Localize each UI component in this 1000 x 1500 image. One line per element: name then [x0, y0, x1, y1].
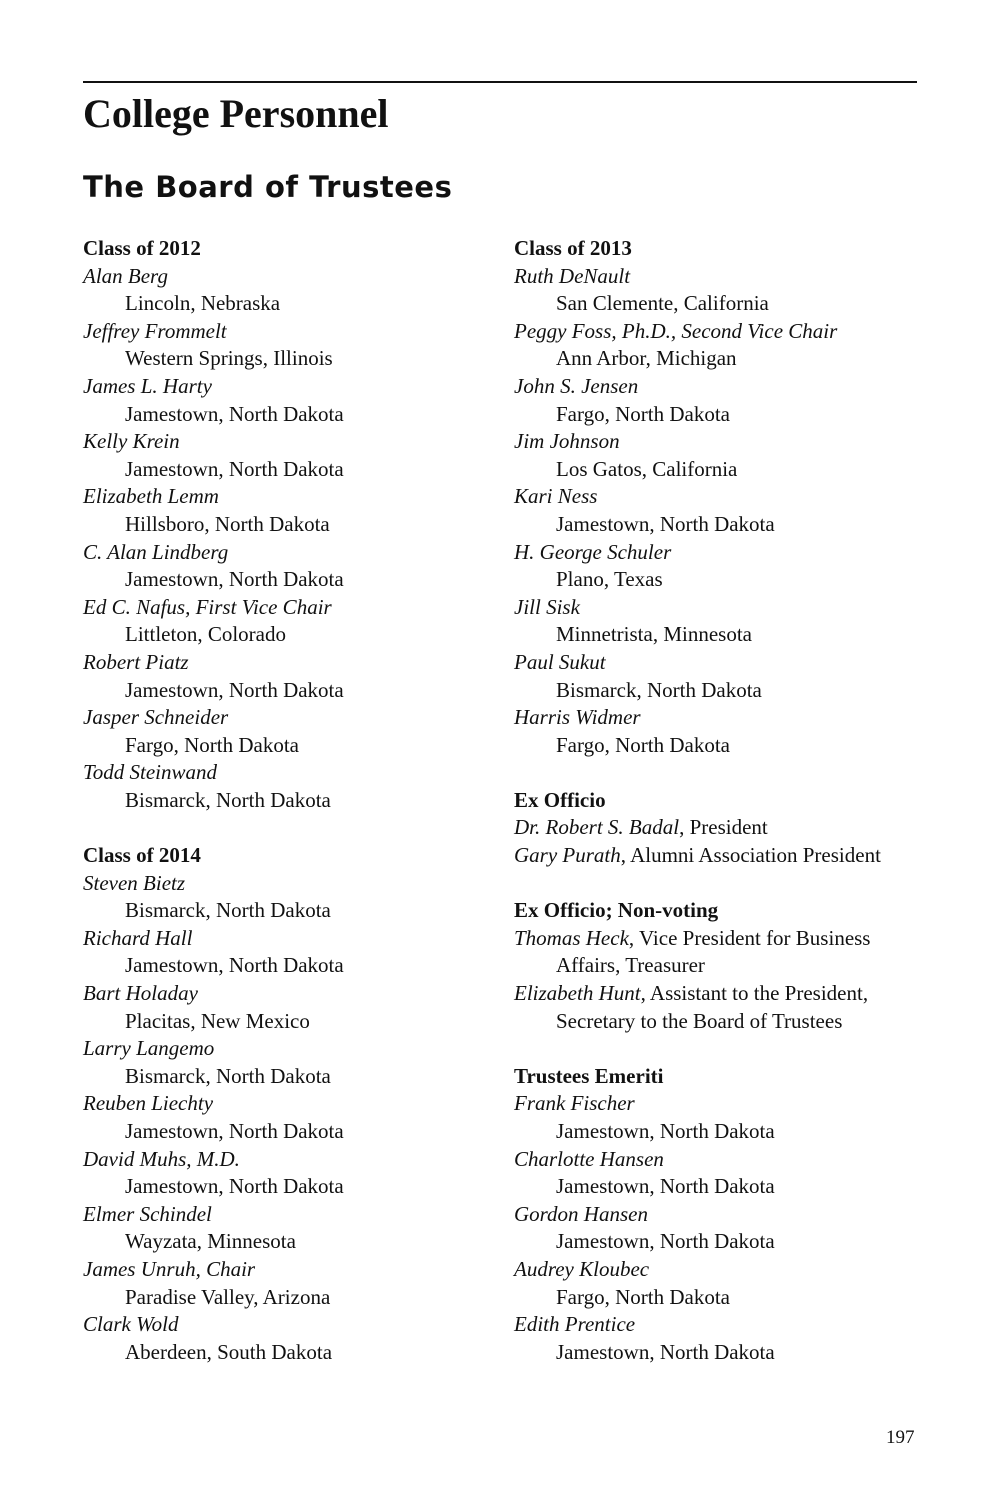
class-2013-heading: Class of 2013 — [514, 236, 632, 260]
member-location: Paradise Valley, Arizona — [125, 1284, 331, 1309]
nonvoting-member — [514, 925, 934, 953]
member-location: Placitas, New Mexico — [125, 1008, 310, 1033]
member-name: Jasper Schneider — [83, 705, 229, 730]
member-name: Thomas Heck — [514, 925, 629, 950]
member-name: Jeffrey Frommelt — [83, 318, 227, 343]
member-name: Audrey Kloubec — [514, 1256, 650, 1281]
member-name: Edith Prentice — [514, 1312, 636, 1337]
member-name: Reuben Liechty — [83, 1091, 214, 1116]
member-name: Peggy Foss, Ph.D., Second Vice Chair — [514, 318, 838, 343]
class-2012-section — [83, 235, 483, 814]
member-location: Plano, Texas — [556, 567, 663, 592]
member-location: Jamestown, North Dakota — [125, 1174, 344, 1199]
member-name: Robert Piatz — [83, 649, 189, 674]
member-name: Bart Holaday — [83, 981, 198, 1006]
member-list — [514, 263, 934, 760]
member-location: Jamestown, North Dakota — [556, 1174, 775, 1199]
member-location: Jamestown, North Dakota — [125, 1119, 344, 1143]
member-name: David Muhs, M.D. — [83, 1146, 240, 1171]
member-name: Steven Bietz — [83, 870, 186, 895]
member-location: Bismarck, North Dakota — [556, 677, 762, 702]
ex-officio-member — [514, 814, 934, 842]
right-column — [514, 235, 934, 1394]
member-location: Aberdeen, South Dakota — [125, 1339, 333, 1364]
member-name: Todd Steinwand — [83, 760, 217, 785]
member-name: Ed C. Nafus, First Vice Chair — [83, 594, 332, 619]
member-location: San Clemente, California — [556, 291, 769, 316]
member-location: Bismarck, North Dakota — [125, 898, 331, 923]
page-subtitle: The Board of Trustees — [83, 170, 453, 204]
ex-officio-section — [514, 787, 934, 870]
member-location: Jamestown, North Dakota — [125, 677, 344, 702]
member-name: Harris Widmer — [514, 705, 641, 730]
member-list — [83, 263, 483, 815]
trustees-emeriti-section — [514, 1063, 934, 1367]
header-rule — [83, 81, 917, 83]
member-location: Fargo, North Dakota — [556, 401, 730, 426]
member-name: Ruth DeNault — [514, 263, 631, 288]
page-title: College Personnel — [83, 91, 389, 136]
left-column — [83, 235, 483, 1394]
member-name: Paul Sukut — [514, 649, 606, 674]
member-name: Charlotte Hansen — [514, 1146, 664, 1171]
class-2013-section — [514, 235, 934, 759]
class-2014-section — [83, 842, 483, 1366]
member-location: Hillsboro, North Dakota — [125, 511, 330, 536]
member-role-continued: Secretary to the Board of Trustees — [556, 1008, 843, 1033]
member-name: Larry Langemo — [83, 1036, 215, 1061]
member-name: Kelly Krein — [83, 429, 180, 454]
member-name: Jill Sisk — [514, 594, 580, 619]
member-location: Ann Arbor, Michigan — [556, 346, 737, 371]
member-name: John S. Jensen — [514, 373, 639, 398]
member-location: Fargo, North Dakota — [556, 732, 730, 757]
member-name: Frank Fischer — [514, 1091, 635, 1116]
member-name: H. George Schuler — [514, 539, 672, 564]
ex-officio-nonvoting-section — [514, 897, 934, 1035]
member-role: , Alumni Association President — [620, 843, 881, 868]
page-number: 197 — [886, 1427, 915, 1448]
member-location: Lincoln, Nebraska — [125, 291, 281, 316]
member-role: , President — [679, 815, 768, 840]
member-location: Bismarck, North Dakota — [125, 787, 331, 812]
member-list — [514, 1090, 934, 1366]
member-location: Bismarck, North Dakota — [125, 1063, 331, 1088]
member-location: Jamestown, North Dakota — [556, 1229, 775, 1254]
member-location: Jamestown, North Dakota — [125, 567, 344, 592]
member-name: Elmer Schindel — [83, 1201, 212, 1226]
member-name: James L. Harty — [83, 373, 212, 398]
member-location: Minnetrista, Minnesota — [556, 622, 752, 647]
member-name: Gordon Hansen — [514, 1201, 648, 1226]
member-name: Elizabeth Lemm — [83, 484, 219, 509]
member-location: Jamestown, North Dakota — [125, 953, 344, 978]
class-2014-heading: Class of 2014 — [83, 843, 201, 868]
ex-officio-nonvoting-heading: Ex Officio; Non-voting — [514, 898, 719, 923]
member-name: James Unruh, Chair — [83, 1256, 256, 1281]
member-name: C. Alan Lindberg — [83, 539, 229, 564]
member-location: Fargo, North Dakota — [125, 732, 299, 757]
nonvoting-member — [514, 980, 934, 1008]
class-2012-heading: Class of 2012 — [83, 236, 201, 260]
member-location: Los Gatos, California — [556, 456, 738, 481]
member-role: , Assistant to the President, — [640, 981, 869, 1006]
member-location: Jamestown, North Dakota — [556, 1119, 775, 1143]
member-role: , Vice President for Business — [628, 925, 871, 950]
member-location: Jamestown, North Dakota — [125, 401, 344, 426]
member-name: Dr. Robert S. Badal — [514, 815, 680, 840]
member-location: Wayzata, Minnesota — [125, 1229, 296, 1254]
member-name: Gary Purath — [514, 843, 621, 868]
member-name: Alan Berg — [83, 263, 168, 288]
member-name: Elizabeth Hunt — [514, 981, 641, 1006]
member-name: Jim Johnson — [514, 429, 620, 454]
member-location: Littleton, Colorado — [125, 622, 286, 647]
member-name: Richard Hall — [83, 925, 193, 950]
member-list — [83, 870, 483, 1367]
member-location: Jamestown, North Dakota — [125, 456, 344, 481]
trustees-emeriti-heading: Trustees Emeriti — [514, 1063, 664, 1088]
ex-officio-heading: Ex Officio — [514, 787, 606, 812]
member-location: Jamestown, North Dakota — [556, 511, 775, 536]
member-location: Jamestown, North Dakota — [556, 1339, 775, 1364]
member-name: Clark Wold — [83, 1312, 179, 1337]
member-role-continued: Affairs, Treasurer — [556, 953, 705, 978]
ex-officio-member — [514, 842, 934, 870]
member-location: Western Springs, Illinois — [125, 346, 333, 371]
member-location: Fargo, North Dakota — [556, 1284, 730, 1309]
member-name: Kari Ness — [514, 484, 598, 509]
